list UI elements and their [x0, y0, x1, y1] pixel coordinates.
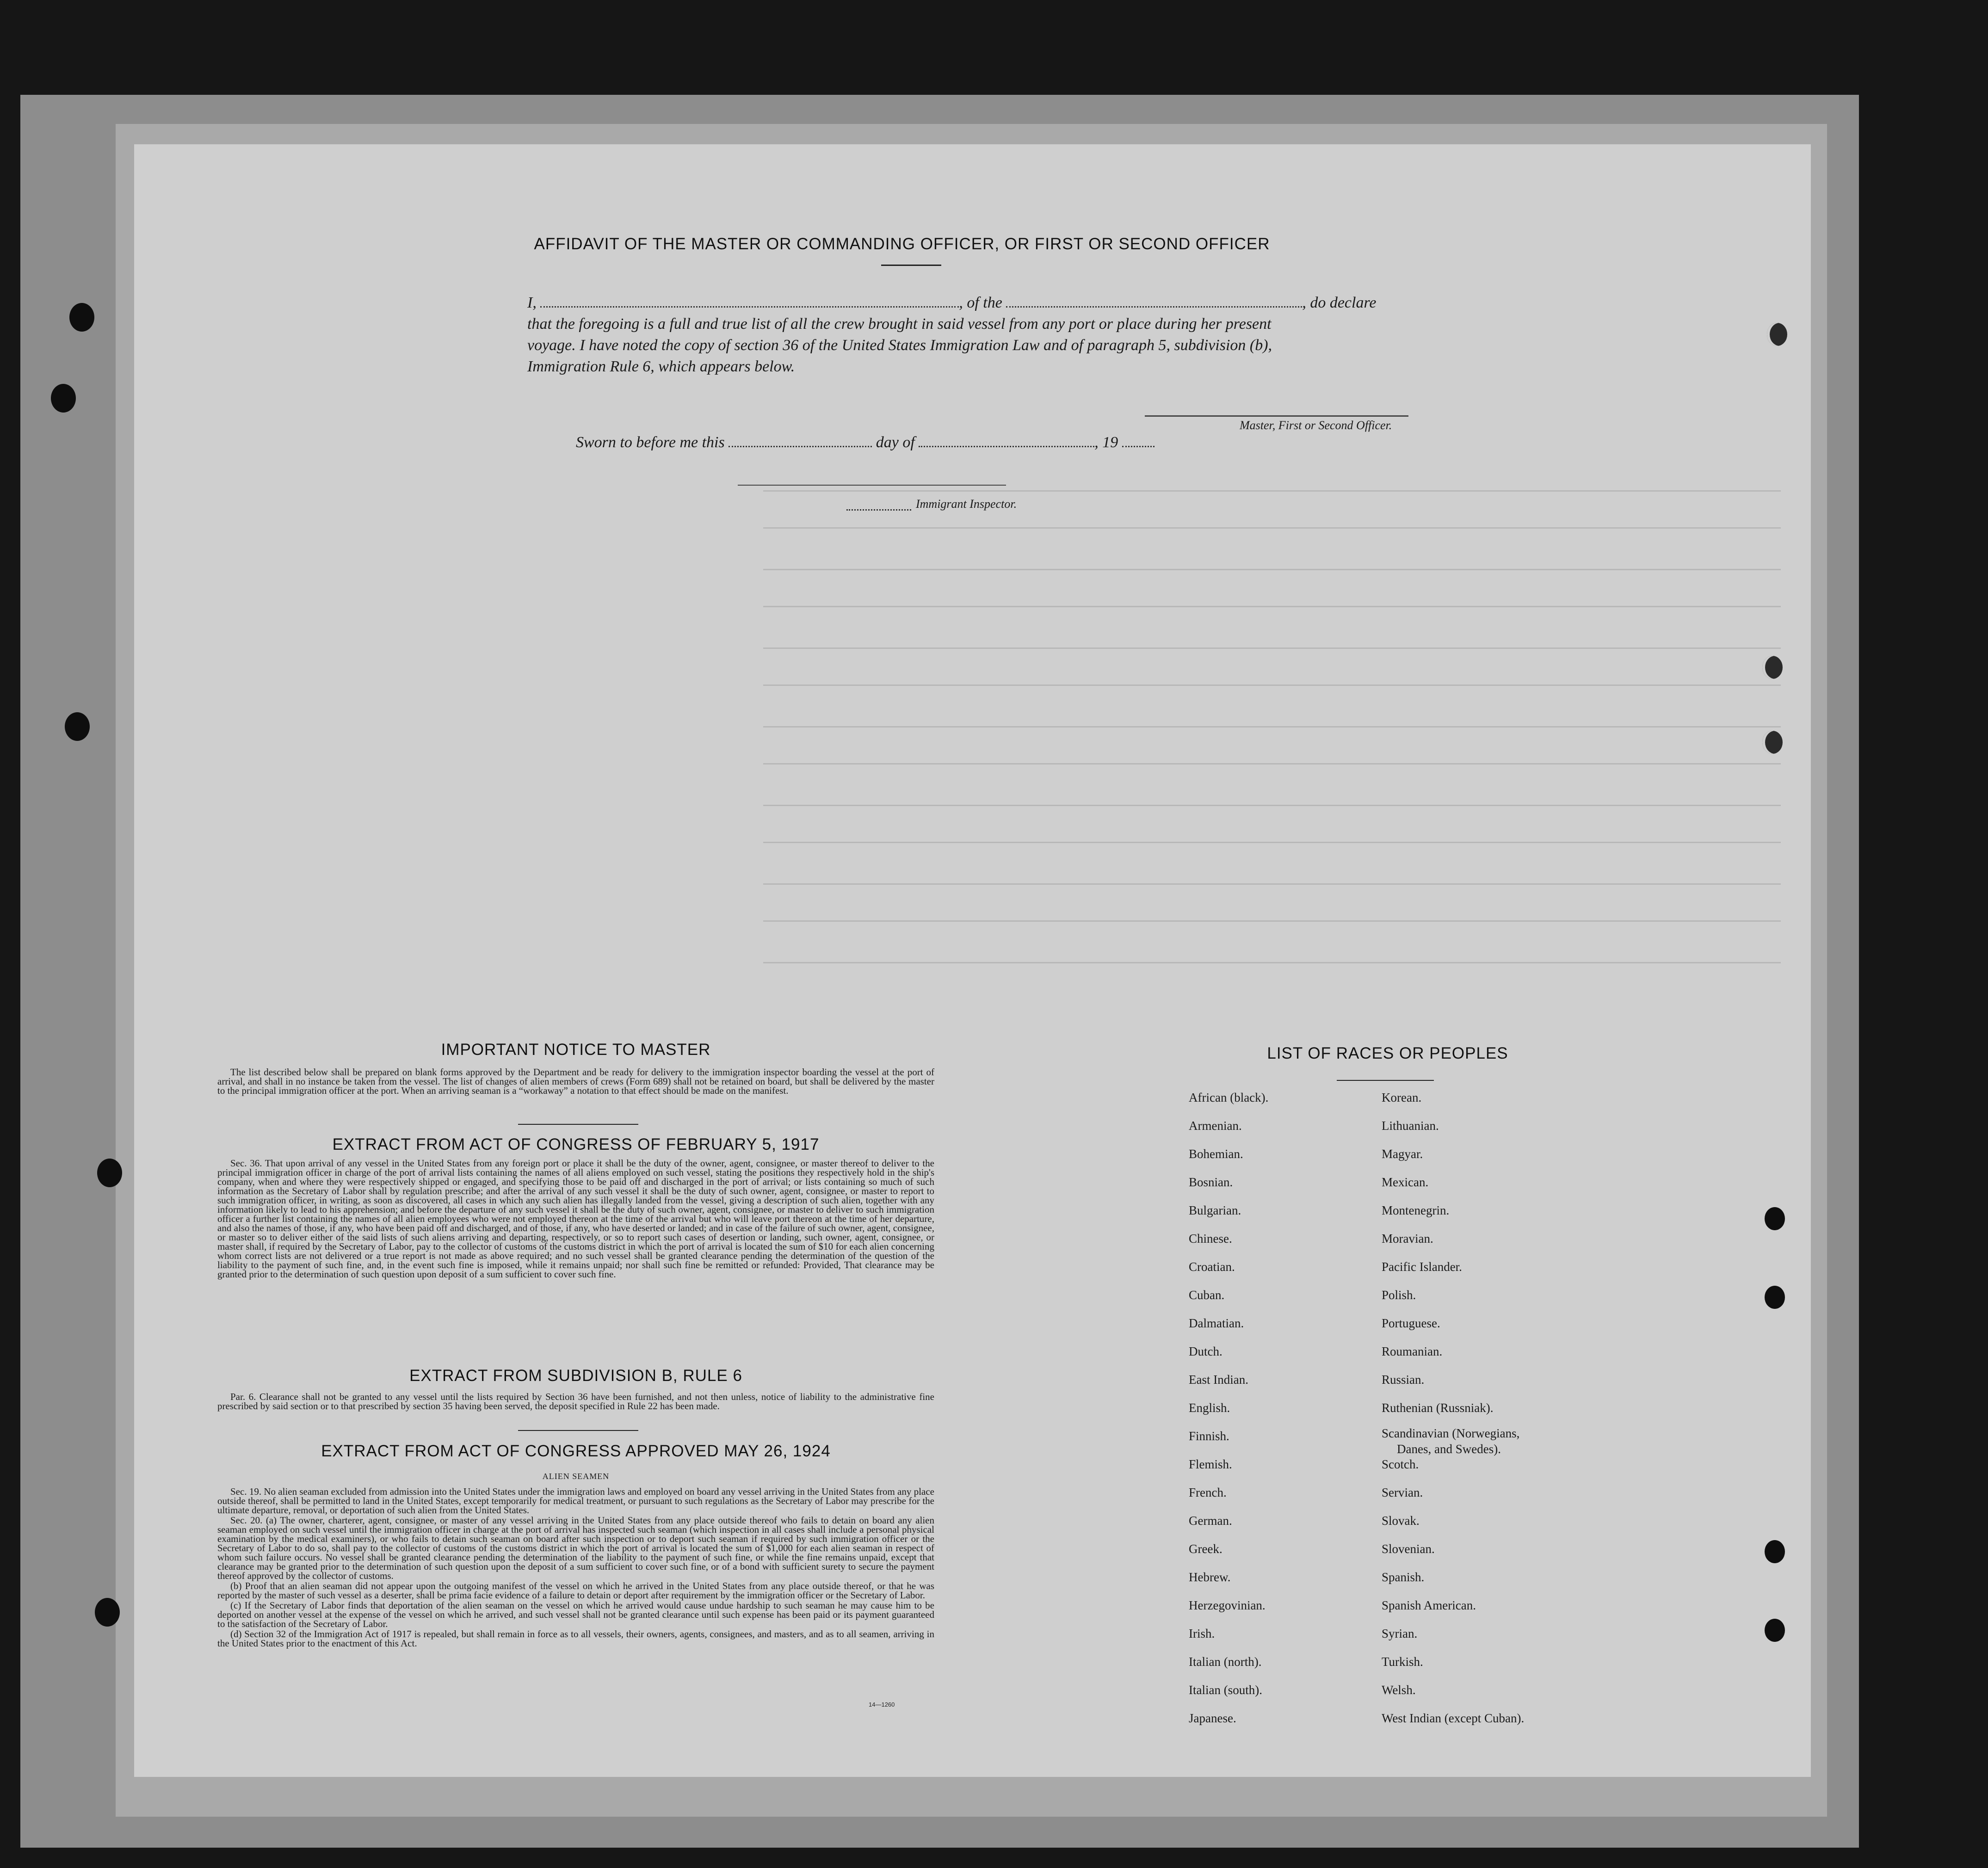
- race-item: Spanish American.: [1382, 1598, 1476, 1612]
- title-divider: [881, 265, 941, 266]
- sworn-year-blank[interactable]: [1122, 434, 1155, 447]
- bleed-through-mark: [763, 920, 1781, 922]
- punch-hole: [69, 303, 94, 332]
- sworn-day-blank[interactable]: [729, 434, 872, 447]
- section-divider: [518, 1430, 638, 1431]
- section-36-paragraph: Sec. 36. That upon arrival of any vessel in the United States from any foreign port or place it shall be the duty of the owner, agent, consignee, or master thereof to deliver to the principal immigration officer in charge of the port of arrival lists containing the names of all aliens employed on such vessel, stating the positions they respectively hold in the ship's company, when and where they were respectively shipped or engaged, and specifying those to be paid off and discharged in the port of arrival; or lists containing so much of such information as the Secretary of Labor shall by regulation prescribe; and after the arrival of any such vessel it shall be the duty of such owner, agent, consignee, or master to report to such immigration officer, in writing, as soon as discovered, all cases in which any such alien has illegally landed from the vessel, giving a description of such alien, together with any information likely to lead to his apprehension; and before the departure of any such vessel it shall be the duty of such owner, agent, consignee, or master to deliver to such immigration officer a further list containing the names of all alien employees who were not employed thereon at the time of the arrival but who will leave port thereon at the time of her departure, and also the names of those, if any, who have been paid off and discharged, and of those, if any, who have deserted or landed; and in case of the failure of such owner, agent, consignee, or master so to deliver either of the said lists of such aliens arriving and departing, respectively, or so to report such cases of desertion or landing, such owner, agent, consignee, or master shall, if required by the Secretary of Labor, pay to the collector of customs of the customs district in which the port of arrival is located the sum of $10 for each alien concerning whom correct lists are not delivered or a true report is not made as above required; and no such vessel shall be granted clearance pending the determination of the question of the liability to the payment of such fine, and, in the event such fine is imposed, while it remains unpaid; nor shall such fine be remitted or refunded: Provided, That clearance may be granted prior to the determination of such question upon deposit of a sum sufficient to cover such fine.: [217, 1158, 934, 1280]
- race-item: Magyar.: [1382, 1147, 1423, 1161]
- race-item: Welsh.: [1382, 1683, 1416, 1697]
- race-item: Cuban.: [1189, 1288, 1225, 1302]
- notice-title: IMPORTANT NOTICE TO MASTER: [441, 1041, 711, 1059]
- affidavit-line-1: [527, 292, 1452, 314]
- punch-hole: [1762, 656, 1783, 679]
- punch-hole: [1765, 1619, 1785, 1642]
- affidavit-line-4: Immigration Rule 6, which appears below.: [527, 358, 795, 375]
- race-item: Scandinavian (Norwegians,: [1382, 1426, 1520, 1440]
- extract-1917-text: [217, 1159, 934, 1280]
- bleed-through-mark: [763, 805, 1781, 806]
- race-item: Greek.: [1189, 1542, 1222, 1556]
- race-item: French.: [1189, 1486, 1227, 1499]
- affidavit-line1-start: I,: [527, 294, 537, 311]
- section-divider: [518, 1124, 638, 1125]
- punch-hole: [1765, 1540, 1785, 1563]
- inspector-caption: Immigrant Inspector.: [916, 497, 1017, 511]
- races-divider: [1337, 1080, 1434, 1081]
- extract-1917-title: EXTRACT FROM ACT OF CONGRESS OF FEBRUARY 5, 1917: [332, 1135, 820, 1153]
- race-item: Chinese.: [1189, 1232, 1232, 1245]
- punch-hole: [1767, 323, 1787, 346]
- punch-hole: [1762, 731, 1783, 754]
- master-signature-line[interactable]: [1145, 415, 1408, 417]
- race-item: Ruthenian (Russniak).: [1382, 1401, 1494, 1415]
- race-item: Bohemian.: [1189, 1147, 1243, 1161]
- bleed-through-mark: [763, 606, 1781, 607]
- race-item: Armenian.: [1189, 1119, 1242, 1133]
- bleed-through-mark: [763, 490, 1781, 492]
- section-19-paragraph: Sec. 19. No alien seaman excluded from admission into the United States under the immigration laws and employed on board any vessel arriving in the United States from any place outside thereof, shall be permitted to land in the United States, except temporarily for medical treatment, or pursuant to such regulations as the Secretary of Labor may prescribe for the ultimate departure, removal, or deportation of such alien from the United States.: [217, 1486, 934, 1516]
- punch-hole: [97, 1159, 122, 1187]
- race-item: Hebrew.: [1189, 1570, 1231, 1584]
- sworn-statement: [576, 434, 1155, 451]
- race-item: West Indian (except Cuban).: [1382, 1711, 1525, 1725]
- section-20a-paragraph: Sec. 20. (a) The owner, charterer, agent, consignee, or master of any vessel arriving in the United States from any place outside thereof who fails to detain on board any alien seaman employed on such vessel until the immigration officer in charge at the port of arrival has inspected such seaman (which inspection in all cases shall include a personal physical examination by the medical examiners), or who fails to detain such seaman on board after such inspection or to deport such seaman if required by such immigration officer or the Secretary of Labor to do so, shall pay to the collector of customs of the customs district in which the port of arrival is located the sum of $1,000 for each alien seaman in respect of whom such failure occurs. No vessel shall be granted clearance pending the determination of the liability to the payment of such fine, or while the fine remains unpaid, except that clearance may be granted prior to the determination of such question upon the deposit of a sum sufficient to cover such fine, or of a bond with sufficient surety to secure the payment thereof approved by the collector of customs.: [217, 1515, 934, 1581]
- affidavit-line-3: voyage. I have noted the copy of section 36 of the United States Immigration Law and of paragraph 5, subdivision (b),: [527, 337, 1272, 354]
- race-item: Syrian.: [1382, 1627, 1418, 1640]
- bleed-through-mark: [763, 684, 1781, 686]
- race-item: Dalmatian.: [1189, 1316, 1244, 1330]
- race-item: Korean.: [1382, 1091, 1422, 1104]
- punch-hole: [1765, 1207, 1785, 1230]
- races-title: LIST OF RACES OR PEOPLES: [1267, 1044, 1508, 1062]
- extract-1924-text: [217, 1487, 934, 1649]
- race-item: Polish.: [1382, 1288, 1416, 1302]
- section-20b-paragraph: (b) Proof that an alien seaman did not appear upon the outgoing manifest of the vessel on which he arrived in the United States from any place outside thereof, or that he was reported by the master of such vessel as a deserter, shall be prima facie evidence of a failure to detain or deport after requirement by the immigration officer or the Secretary of Labor.: [217, 1580, 934, 1601]
- race-item: Portuguese.: [1382, 1316, 1440, 1330]
- race-item: Bosnian.: [1189, 1175, 1233, 1189]
- race-item: Slovak.: [1382, 1514, 1420, 1528]
- affidavit-body: [527, 292, 1452, 377]
- race-item: Roumanian.: [1382, 1344, 1443, 1358]
- notice-paragraph: The list described below shall be prepared on blank forms approved by the Department and be ready for delivery to the immigration inspector boarding the vessel at the port of arrival, and shall in no instance be taken from the vessel. The list of changes of alien members of crews (Form 689) shall not be retained on board, but shall be delivered by the master to the principal immigration officer at the port. When an arriving seaman is a “workaway” a notation to that effect should be made on the manifest.: [217, 1067, 934, 1096]
- affidavit-line1-mid: , of the: [959, 294, 1002, 311]
- name-blank-field[interactable]: [540, 294, 959, 308]
- bleed-through-mark: [763, 763, 1781, 764]
- race-item: Irish.: [1189, 1627, 1215, 1640]
- bleed-through-mark: [763, 842, 1781, 843]
- race-item: Turkish.: [1382, 1655, 1423, 1669]
- bleed-through-mark: [763, 962, 1781, 963]
- race-item: Mexican.: [1382, 1175, 1429, 1189]
- affidavit-title: AFFIDAVIT OF THE MASTER OR COMMANDING OFFICER, OR FIRST OR SECOND OFFICER: [534, 235, 1270, 253]
- race-item: Russian.: [1382, 1373, 1425, 1387]
- form-number: 14—1260: [869, 1701, 895, 1708]
- extract-rule6-text: [217, 1392, 934, 1412]
- affidavit-line1-end: , do declare: [1302, 294, 1377, 311]
- sworn-end: , 19: [1094, 434, 1118, 451]
- race-item: Herzegovinian.: [1189, 1598, 1266, 1612]
- race-item: Scotch.: [1382, 1457, 1419, 1471]
- race-item: Montenegrin.: [1382, 1203, 1450, 1217]
- race-item: Finnish.: [1189, 1429, 1229, 1443]
- race-item: Japanese.: [1189, 1711, 1236, 1725]
- extract-1924-title: EXTRACT FROM ACT OF CONGRESS APPROVED MAY 26, 1924: [321, 1442, 831, 1460]
- alien-seamen-subtitle: ALIEN SEAMEN: [542, 1472, 610, 1481]
- race-item: Dutch.: [1189, 1344, 1222, 1358]
- sworn-month-blank[interactable]: [919, 434, 1094, 447]
- race-item: Croatian.: [1189, 1260, 1235, 1274]
- punch-hole: [51, 384, 76, 413]
- race-item: Pacific Islander.: [1382, 1260, 1462, 1274]
- race-item: Slovenian.: [1382, 1542, 1435, 1556]
- race-item: Italian (south).: [1189, 1683, 1262, 1697]
- section-20c-paragraph: (c) If the Secretary of Labor finds that deportation of the alien seaman on the vessel on which he arrived would cause undue hardship to such seaman he may cause him to be deported on another vessel at the expense of the vessel on which he arrived, and such vessel shall not be granted clearance until such expense has been paid or its payment guaranteed to the satisfaction of the Secretary of Labor.: [217, 1600, 934, 1629]
- notice-text: [217, 1067, 934, 1096]
- race-item: African (black).: [1189, 1091, 1269, 1104]
- race-item: Flemish.: [1189, 1457, 1232, 1471]
- punch-hole: [1765, 1286, 1785, 1309]
- race-item: East Indian.: [1189, 1373, 1248, 1387]
- punch-hole: [95, 1598, 120, 1627]
- vessel-blank-field[interactable]: [1006, 294, 1302, 308]
- race-item: Spanish.: [1382, 1570, 1425, 1584]
- inspector-signature-line[interactable]: [738, 485, 1006, 486]
- race-item: Bulgarian.: [1189, 1203, 1241, 1217]
- sworn-start: Sworn to before me this: [576, 434, 725, 451]
- race-item: Italian (north).: [1189, 1655, 1262, 1669]
- race-item: English.: [1189, 1401, 1230, 1415]
- inspector-dotted-lead: [846, 497, 911, 511]
- race-item-continuation: Danes, and Swedes).: [1397, 1442, 1501, 1456]
- section-20d-paragraph: (d) Section 32 of the Immigration Act of 1917 is repealed, but shall remain in force as to all vessels, their owners, agents, consignees, and masters, and as to all seamen, arriving in the United States prior to the enactment of this Act.: [217, 1628, 934, 1649]
- sworn-mid: day of: [876, 434, 915, 451]
- bleed-through-mark: [763, 726, 1781, 727]
- bleed-through-mark: [763, 569, 1781, 570]
- punch-hole: [65, 712, 90, 741]
- bleed-through-mark: [763, 647, 1781, 649]
- race-item: Servian.: [1382, 1486, 1423, 1499]
- race-item: German.: [1189, 1514, 1232, 1528]
- extract-rule6-title: EXTRACT FROM SUBDIVISION B, RULE 6: [409, 1367, 742, 1385]
- race-item: Lithuanian.: [1382, 1119, 1439, 1133]
- affidavit-line-2: that the foregoing is a full and true list of all the crew brought in said vessel from any port or place during her present: [527, 315, 1272, 333]
- master-signature-caption: Master, First or Second Officer.: [1240, 419, 1392, 432]
- rule6-paragraph: Par. 6. Clearance shall not be granted to any vessel until the lists required by Section 36 have been furnished, and not then unless, notice of liability to the administrative fine prescribed by said section or to that prescribed by section 35 having been served, the deposit specified in Rule 22 has been made.: [217, 1391, 934, 1412]
- race-item: Moravian.: [1382, 1232, 1433, 1245]
- bleed-through-mark: [763, 527, 1781, 529]
- bleed-through-mark: [763, 883, 1781, 885]
